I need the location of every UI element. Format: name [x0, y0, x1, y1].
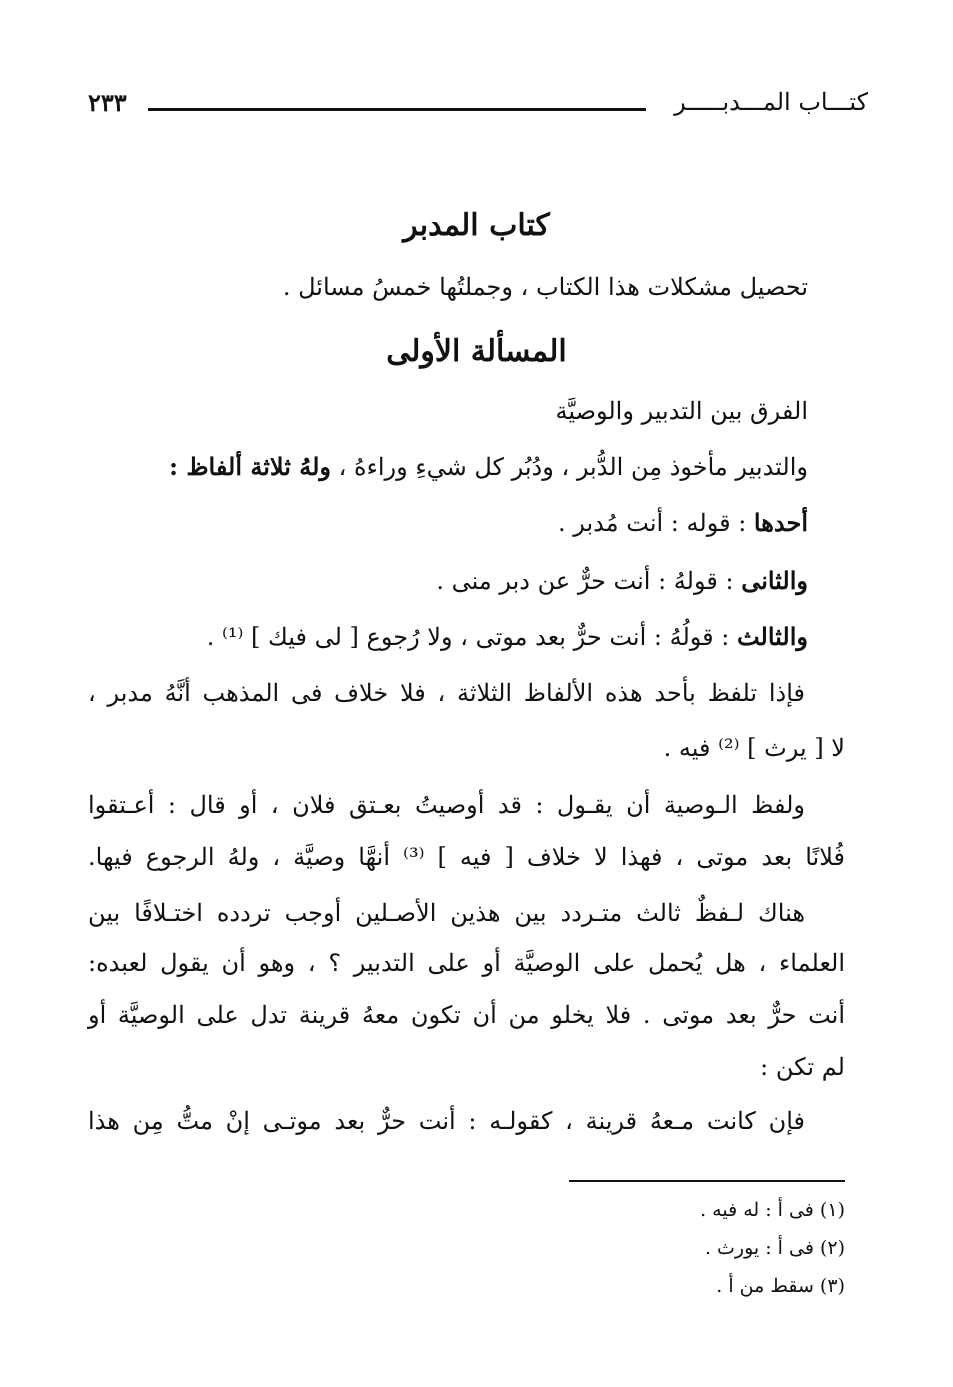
paragraph-7-line-2: فُلانًا بعد موتى ، فهذا لا خلاف [ فيه ] ⁽³⁾ أنهَّا وصيَّة ، ولهُ الرجوع فيها. [88, 843, 845, 871]
paragraph-6-line-1: فإذا تلفظ بأحد هذه الألفاظ الثلاثة ، فلا خلاف فى المذهب أنَّهُ مدبر ، [88, 679, 805, 707]
paragraph-2 [88, 450, 808, 484]
paragraph-8-line-2: العلماء ، هل يُحمل على الوصيَّة أو على التدبير ؟ ، وهو أن يقول لعبده: [88, 949, 845, 977]
paragraph-3 [88, 506, 808, 540]
page-number: ٢٣٣ [88, 88, 127, 117]
paragraph-5-text: : قولُهُ : أنت حرٌّ بعد موتى ، ولا رُجوع [ لى فيك ] ⁽¹⁾ . [206, 623, 737, 651]
paragraph-4-lead: والثانى [741, 566, 808, 595]
paragraph-2-text: والتدبير مأخوذ مِن الدُّبر ، ودُبُر كل شيءِ وراءهُ ، [331, 453, 808, 481]
paragraph-6-line-2: لا [ يرث ] ⁽²⁾ فيه . [663, 734, 845, 762]
chapter-title: كتاب المدبر [403, 208, 550, 243]
intro-line: تحصيل مشكلات هذا الكتاب ، وجملتُها خمسُ مسائل . [282, 273, 808, 301]
paragraph-4 [88, 564, 808, 598]
paragraph-8-line-3: أنت حرٌّ بعد موتى . فلا يخلو من أن تكون معهُ قرينة تدل على الوصيَّة أو [88, 1001, 845, 1029]
header-rule [148, 108, 646, 111]
paragraph-3-text: : قوله : أنت مُدبر . [558, 509, 754, 537]
footnote-3: (٣) سقط من أ . [716, 1275, 845, 1297]
footnote-2: (٢) فى أ : يورث . [704, 1237, 845, 1259]
paragraph-4-text: : قولهُ : أنت حرٌّ عن دبر منى . [436, 567, 742, 595]
paragraph-9-line-1: فإن كانت مـعهُ قرينة ، كقولـه : أنت حرٌّ بعد موتـى إنْ متُّ مِن هذا [88, 1107, 805, 1135]
paragraph-5-lead: والثالث [736, 622, 808, 651]
section-title: المسألة الأولى [386, 334, 567, 369]
paragraph-8-line-4: لم تكن : [760, 1053, 845, 1081]
paragraph-1: الفرق بين التدبير والوصيَّة [555, 397, 808, 425]
footnote-1: (١) فى أ : له فيه . [700, 1199, 845, 1221]
paragraph-8-line-1: هناك لـفظٌ ثالث متـردد بين هذين الأصـلين أوجب تردده اختـلافًا بين [88, 899, 805, 927]
running-header [88, 88, 868, 128]
header-title: كتـــاب المـــدبـــــر [674, 88, 868, 116]
paragraph-7-line-1: ولفظ الـوصية أن يقـول : قد أوصيتُ بعـتق فلان ، أو قال : أعـتقوا [88, 791, 805, 819]
paragraph-2-bold: ولهُ ثلاثة ألفاظ : [169, 452, 332, 481]
paragraph-3-lead: أحدها [753, 508, 808, 537]
paragraph-5 [88, 620, 808, 654]
footnote-rule [569, 1180, 845, 1182]
